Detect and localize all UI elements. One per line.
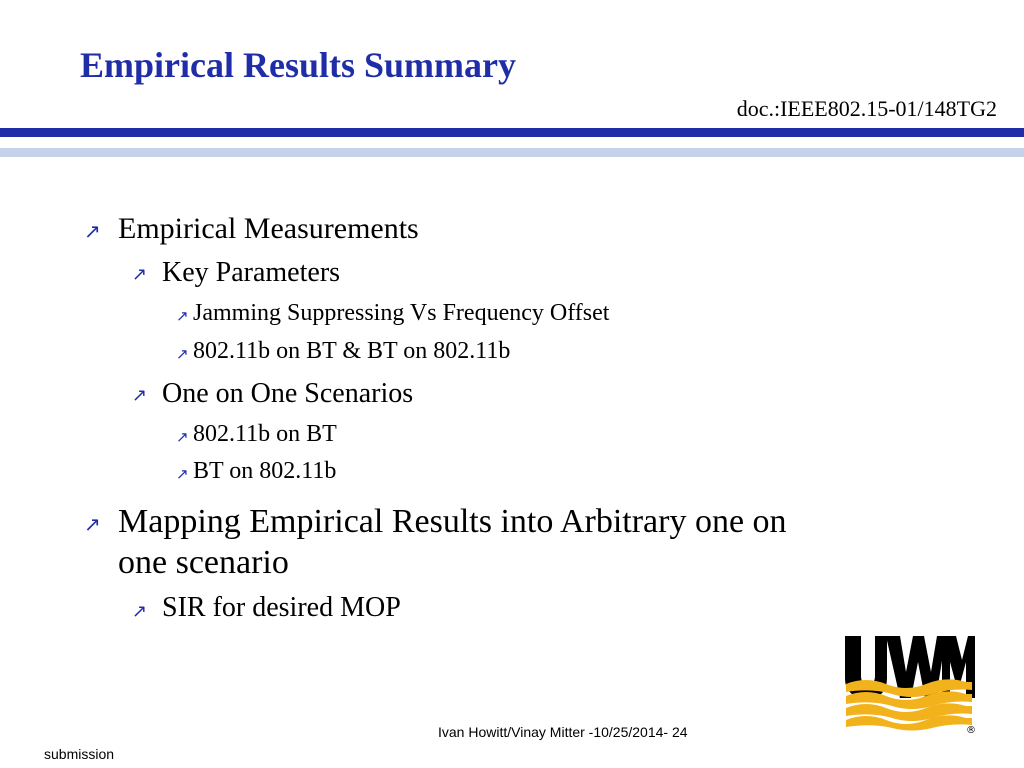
bullet-text: One on One Scenarios	[162, 378, 414, 409]
bullet-text: 802.11b on BT	[193, 421, 337, 447]
bullet-text: Mapping Empirical Results into Arbitrary one on one scenario	[118, 503, 787, 581]
arrow-up-right-icon: ↗	[132, 264, 148, 285]
bullet-text: SIR for desired MOP	[162, 592, 401, 623]
footer-author-line: Ivan Howitt/Vinay Mitter -10/25/2014- 24	[438, 724, 688, 740]
arrow-up-right-icon: ↗	[176, 465, 189, 483]
arrow-up-right-icon: ↗	[84, 512, 101, 536]
footer-submission-label: submission	[44, 746, 115, 762]
arrow-up-right-icon: ↗	[176, 345, 189, 363]
document-id: doc.:IEEE802.15-01/148TG2	[736, 96, 997, 121]
bullet-text: BT on 802.11b	[193, 458, 337, 484]
slide-title: Empirical Results Summary	[80, 45, 516, 85]
bullet-text: Empirical Measurements	[118, 212, 419, 245]
arrow-up-right-icon: ↗	[132, 601, 148, 622]
arrow-up-right-icon: ↗	[132, 385, 148, 406]
bullet-text: Key Parameters	[162, 257, 341, 288]
arrow-up-right-icon: ↗	[84, 219, 101, 243]
arrow-up-right-icon: ↗	[176, 307, 189, 325]
bullet-text: Jamming Suppressing Vs Frequency Offset	[193, 300, 610, 326]
arrow-up-right-icon: ↗	[176, 428, 189, 446]
uwm-logo	[842, 632, 978, 736]
bullet-text: 802.11b on BT & BT on 802.11b	[193, 338, 511, 364]
svg-text:®: ®	[966, 725, 976, 736]
